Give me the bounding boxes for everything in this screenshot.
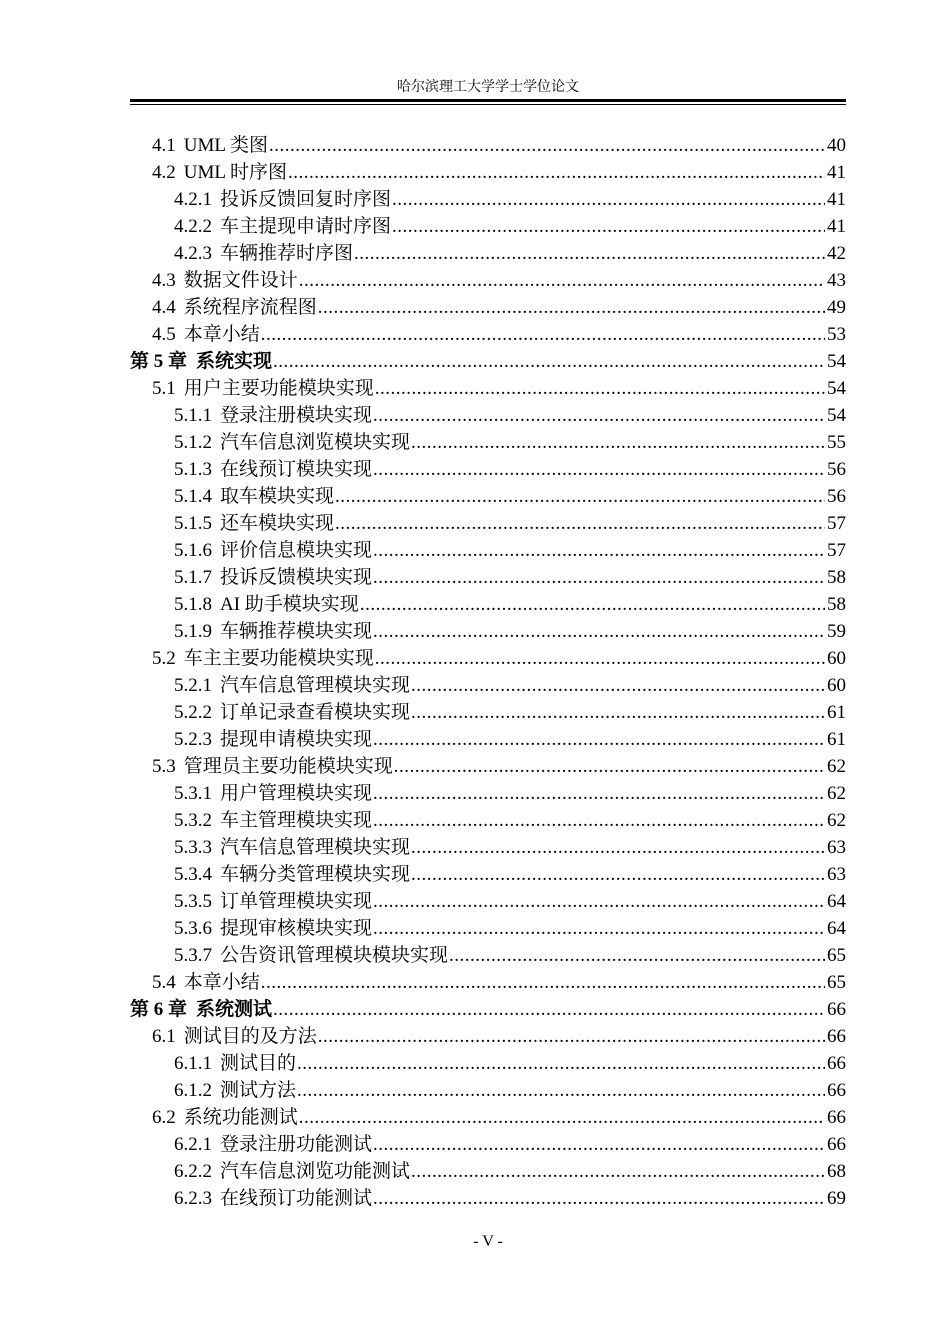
toc-entry-page: 64 <box>827 918 846 939</box>
toc-entry-title: 评价信息模块实现 <box>220 540 373 561</box>
toc-entry-page: 63 <box>827 837 846 858</box>
toc-entry-number: 第 6 章 <box>130 999 188 1020</box>
toc-entry-title: 还车模块实现 <box>220 513 335 534</box>
toc-dot-leader <box>261 321 825 348</box>
toc-entry-title: 测试目的及方法 <box>183 1026 317 1047</box>
toc-entry-title: 取车模块实现 <box>220 486 335 507</box>
toc-section-entry[interactable] <box>130 132 846 159</box>
toc-entry-title: 车主主要功能模块实现 <box>183 648 374 669</box>
toc-entry-page: 43 <box>827 270 846 291</box>
toc-dot-leader <box>373 456 825 483</box>
header-rule-thick <box>130 99 846 102</box>
toc-subsection-entry[interactable] <box>130 1185 846 1212</box>
toc-dot-leader <box>392 186 825 213</box>
toc-dot-leader <box>335 483 825 510</box>
toc-entry-page: 61 <box>827 702 846 723</box>
toc-entry-page: 59 <box>827 621 846 642</box>
header-rule-thin <box>130 104 846 105</box>
toc-entry-title: 投诉反馈回复时序图 <box>220 189 392 210</box>
toc-entry-number: 5.3.6 <box>174 918 212 939</box>
toc-dot-leader <box>411 429 825 456</box>
toc-dot-leader <box>373 780 825 807</box>
toc-entry-number: 6.2.3 <box>174 1188 212 1209</box>
toc-dot-leader <box>373 618 825 645</box>
toc-subsection-entry[interactable] <box>130 240 846 267</box>
toc-dot-leader <box>269 132 825 159</box>
toc-entry-title: 提现申请模块实现 <box>220 729 373 750</box>
toc-entry-page: 66 <box>827 999 846 1020</box>
toc-dot-leader <box>373 1131 825 1158</box>
toc-entry-page: 41 <box>827 216 846 237</box>
toc-entry-page: 41 <box>827 189 846 210</box>
toc-dot-leader <box>411 1158 825 1185</box>
toc-entry-page: 60 <box>827 675 846 696</box>
toc-subsection-entry[interactable] <box>130 456 846 483</box>
toc-subsection-entry[interactable] <box>130 564 846 591</box>
toc-chapter-entry[interactable] <box>130 996 846 1023</box>
toc-entry-number: 4.4 <box>152 297 176 318</box>
toc-section-entry[interactable] <box>130 645 846 672</box>
toc-entry-page: 64 <box>827 891 846 912</box>
toc-entry-number: 4.3 <box>152 270 176 291</box>
toc-dot-leader <box>288 159 825 186</box>
toc-subsection-entry[interactable] <box>130 429 846 456</box>
toc-entry-page: 58 <box>827 567 846 588</box>
toc-entry-number: 5.2 <box>152 648 176 669</box>
toc-entry-number: 4.1 <box>152 135 176 156</box>
toc-entry-page: 63 <box>827 864 846 885</box>
toc-dot-leader <box>299 1104 825 1131</box>
toc-entry-page: 54 <box>827 378 846 399</box>
toc-entry-number: 6.2 <box>152 1107 176 1128</box>
toc-entry-title: 订单管理模块实现 <box>220 891 373 912</box>
toc-dot-leader <box>411 672 825 699</box>
toc-entry-title: 车辆推荐时序图 <box>220 243 354 264</box>
toc-dot-leader <box>373 402 825 429</box>
toc-entry-number: 4.2 <box>152 162 176 183</box>
toc-entry-number: 5.3.7 <box>174 945 212 966</box>
toc-entry-number: 5.1.8 <box>174 594 212 615</box>
toc-entry-title: 汽车信息管理模块实现 <box>220 837 411 858</box>
toc-entry-page: 62 <box>827 756 846 777</box>
toc-entry-title: 测试目的 <box>220 1053 297 1074</box>
toc-section-entry[interactable] <box>130 321 846 348</box>
toc-entry-title: 本章小结 <box>183 324 260 345</box>
toc-dot-leader <box>375 645 825 672</box>
toc-entry-number: 5.1.4 <box>174 486 212 507</box>
toc-dot-leader <box>373 1185 825 1212</box>
toc-entry-page: 62 <box>827 810 846 831</box>
toc-entry-page: 62 <box>827 783 846 804</box>
toc-dot-leader <box>318 1023 825 1050</box>
toc-section-entry[interactable] <box>130 1104 846 1131</box>
running-header: 哈尔滨理工大学学士学位论文 <box>397 80 579 95</box>
toc-subsection-entry[interactable] <box>130 402 846 429</box>
toc-entry-number: 5.3.5 <box>174 891 212 912</box>
toc-subsection-entry[interactable] <box>130 591 846 618</box>
toc-entry-title: 公告资讯管理模块模块实现 <box>220 945 449 966</box>
toc-entry-page: 65 <box>827 945 846 966</box>
toc-entry-title: 车主管理模块实现 <box>220 810 373 831</box>
toc-subsection-entry[interactable] <box>130 888 846 915</box>
toc-entry-page: 54 <box>827 351 846 372</box>
toc-dot-leader <box>335 510 825 537</box>
toc-dot-leader <box>411 834 825 861</box>
toc-dot-leader <box>373 888 825 915</box>
toc-entry-page: 57 <box>827 540 846 561</box>
toc-entry-number: 6.1.2 <box>174 1080 212 1101</box>
toc-dot-leader <box>373 564 825 591</box>
toc-entry-page: 40 <box>827 135 846 156</box>
toc-entry-page: 58 <box>827 594 846 615</box>
toc-entry-number: 5.1 <box>152 378 176 399</box>
toc-dot-leader <box>449 942 825 969</box>
toc-entry-number: 5.1.2 <box>174 432 212 453</box>
toc-dot-leader <box>273 996 825 1023</box>
toc-entry-number: 6.2.2 <box>174 1161 212 1182</box>
toc-entry-number: 4.2.1 <box>174 189 212 210</box>
toc-entry-page: 66 <box>827 1053 846 1074</box>
toc-subsection-entry[interactable] <box>130 672 846 699</box>
toc-entry-page: 60 <box>827 648 846 669</box>
toc-dot-leader <box>354 240 825 267</box>
toc-entry-title: 汽车信息管理模块实现 <box>220 675 411 696</box>
toc-subsection-entry[interactable] <box>130 1077 846 1104</box>
toc-subsection-entry[interactable] <box>130 726 846 753</box>
toc-entry-number: 第 5 章 <box>130 351 188 372</box>
toc-entry-page: 53 <box>827 324 846 345</box>
toc-entry-page: 42 <box>827 243 846 264</box>
toc-subsection-entry[interactable] <box>130 780 846 807</box>
toc-entry-number: 5.1.3 <box>174 459 212 480</box>
toc-dot-leader <box>297 1050 825 1077</box>
toc-entry-page: 66 <box>827 1026 846 1047</box>
toc-subsection-entry[interactable] <box>130 510 846 537</box>
toc-entry-number: 5.1.1 <box>174 405 212 426</box>
toc-entry-title: 系统测试 <box>196 999 273 1020</box>
toc-chapter-entry[interactable] <box>130 348 846 375</box>
toc-entry-title: 数据文件设计 <box>183 270 298 291</box>
toc-entry-page: 41 <box>827 162 846 183</box>
toc-subsection-entry[interactable] <box>130 537 846 564</box>
toc-dot-leader <box>411 861 825 888</box>
toc-dot-leader <box>373 726 825 753</box>
toc-dot-leader <box>297 1077 825 1104</box>
toc-entry-title: 用户主要功能模块实现 <box>183 378 374 399</box>
toc-subsection-entry[interactable] <box>130 1131 846 1158</box>
toc-section-entry[interactable] <box>130 753 846 780</box>
toc-entry-title: UML 时序图 <box>183 162 288 183</box>
toc-dot-leader <box>373 915 825 942</box>
toc-entry-title: AI 助手模块实现 <box>220 594 359 615</box>
toc-entry-number: 4.2.3 <box>174 243 212 264</box>
toc-dot-leader <box>318 294 825 321</box>
page-number: - V - <box>473 1233 503 1250</box>
toc-entry-number: 5.3.1 <box>174 783 212 804</box>
toc-entry-number: 6.2.1 <box>174 1134 212 1155</box>
toc-subsection-entry[interactable] <box>130 618 846 645</box>
toc-entry-title: 用户管理模块实现 <box>220 783 373 804</box>
toc-entry-number: 5.3.2 <box>174 810 212 831</box>
toc-entry-title: 管理员主要功能模块实现 <box>183 756 393 777</box>
toc-entry-page: 54 <box>827 405 846 426</box>
toc-entry-number: 5.2.3 <box>174 729 212 750</box>
toc-section-entry[interactable] <box>130 159 846 186</box>
toc-subsection-entry[interactable] <box>130 915 846 942</box>
toc-dot-leader <box>375 375 825 402</box>
toc-entry-title: 投诉反馈模块实现 <box>220 567 373 588</box>
toc-entry-number: 5.1.9 <box>174 621 212 642</box>
toc-dot-leader <box>360 591 825 618</box>
toc-entry-number: 5.1.5 <box>174 513 212 534</box>
toc-subsection-entry[interactable] <box>130 1158 846 1185</box>
toc-entry-page: 61 <box>827 729 846 750</box>
toc-subsection-entry[interactable] <box>130 1050 846 1077</box>
toc-entry-title: 登录注册功能测试 <box>220 1134 373 1155</box>
toc-entry-page: 55 <box>827 432 846 453</box>
toc-entry-number: 5.1.7 <box>174 567 212 588</box>
toc-entry-title: 系统实现 <box>196 351 273 372</box>
toc-dot-leader <box>373 807 825 834</box>
toc-entry-number: 5.2.2 <box>174 702 212 723</box>
toc-entry-title: 订单记录查看模块实现 <box>220 702 411 723</box>
toc-entry-page: 69 <box>827 1188 846 1209</box>
toc-entry-title: 测试方法 <box>220 1080 297 1101</box>
toc-subsection-entry[interactable] <box>130 942 846 969</box>
toc-subsection-entry[interactable] <box>130 213 846 240</box>
toc-entry-title: 系统程序流程图 <box>183 297 317 318</box>
toc-entry-number: 6.1 <box>152 1026 176 1047</box>
toc-dot-leader <box>373 537 825 564</box>
toc-dot-leader <box>411 699 825 726</box>
toc-dot-leader <box>261 969 825 996</box>
toc-entry-page: 56 <box>827 486 846 507</box>
toc-dot-leader <box>392 213 825 240</box>
toc-entry-title: 车主提现申请时序图 <box>220 216 392 237</box>
toc-subsection-entry[interactable] <box>130 483 846 510</box>
toc-entry-number: 6.1.1 <box>174 1053 212 1074</box>
toc-entry-page: 68 <box>827 1161 846 1182</box>
toc-entry-page: 65 <box>827 972 846 993</box>
toc-section-entry[interactable] <box>130 375 846 402</box>
toc-section-entry[interactable] <box>130 267 846 294</box>
toc-subsection-entry[interactable] <box>130 834 846 861</box>
toc-dot-leader <box>273 348 825 375</box>
toc-entry-number: 5.3.3 <box>174 837 212 858</box>
table-of-contents <box>130 132 846 1212</box>
toc-entry-title: 汽车信息浏览功能测试 <box>220 1161 411 1182</box>
toc-entry-number: 5.3 <box>152 756 176 777</box>
toc-subsection-entry[interactable] <box>130 861 846 888</box>
toc-entry-title: 车辆分类管理模块实现 <box>220 864 411 885</box>
toc-entry-title: 登录注册模块实现 <box>220 405 373 426</box>
toc-entry-title: 在线预订功能测试 <box>220 1188 373 1209</box>
toc-entry-number: 5.1.6 <box>174 540 212 561</box>
toc-entry-title: 提现审核模块实现 <box>220 918 373 939</box>
toc-dot-leader <box>299 267 825 294</box>
toc-entry-page: 57 <box>827 513 846 534</box>
toc-entry-page: 66 <box>827 1107 846 1128</box>
toc-entry-title: 汽车信息浏览模块实现 <box>220 432 411 453</box>
toc-section-entry[interactable] <box>130 969 846 996</box>
toc-entry-page: 66 <box>827 1134 846 1155</box>
toc-subsection-entry[interactable] <box>130 807 846 834</box>
toc-entry-number: 4.5 <box>152 324 176 345</box>
toc-entry-title: 系统功能测试 <box>183 1107 298 1128</box>
toc-entry-number: 4.2.2 <box>174 216 212 237</box>
toc-entry-page: 56 <box>827 459 846 480</box>
toc-entry-title: 在线预订模块实现 <box>220 459 373 480</box>
toc-subsection-entry[interactable] <box>130 699 846 726</box>
toc-entry-page: 49 <box>827 297 846 318</box>
toc-entry-title: 本章小结 <box>183 972 260 993</box>
toc-entry-number: 5.4 <box>152 972 176 993</box>
toc-section-entry[interactable] <box>130 294 846 321</box>
toc-section-entry[interactable] <box>130 1023 846 1050</box>
toc-entry-title: UML 类图 <box>183 135 269 156</box>
toc-dot-leader <box>394 753 825 780</box>
toc-entry-number: 5.3.4 <box>174 864 212 885</box>
toc-entry-title: 车辆推荐模块实现 <box>220 621 373 642</box>
toc-entry-number: 5.2.1 <box>174 675 212 696</box>
toc-entry-page: 66 <box>827 1080 846 1101</box>
toc-subsection-entry[interactable] <box>130 186 846 213</box>
